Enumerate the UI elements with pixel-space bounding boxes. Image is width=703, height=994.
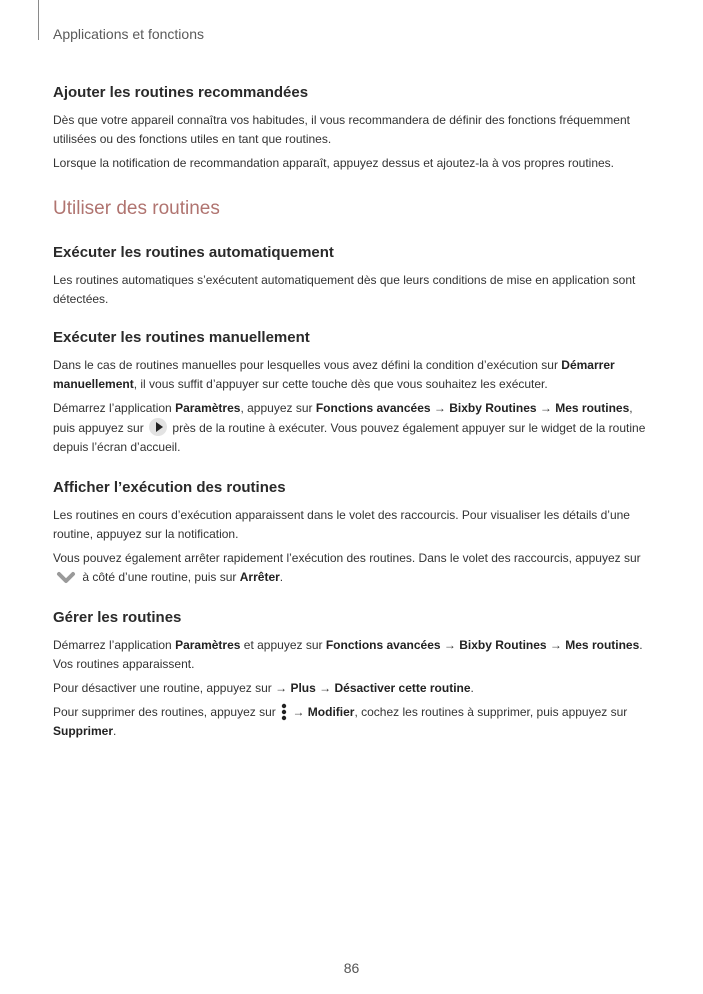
paragraph: Pour désactiver une routine, appuyez sur → Plus → Désactiver cette routine. xyxy=(53,681,474,695)
page-content xyxy=(53,84,653,741)
paragraph: Les routines automatiques s’exécutent automatiquement dès que leurs conditions de mise en application sont détectées. xyxy=(53,273,636,306)
more-options-icon xyxy=(280,703,288,721)
heading-manual-routines: Exécuter les routines manuellement xyxy=(53,329,310,346)
heading-manage-routines: Gérer les routines xyxy=(53,609,182,626)
paragraph: Dès que votre appareil connaîtra vos habitudes, il vous recommandera de définir des fonctions fréquemment utilisées ou des fonctions utiles en tant que routines. xyxy=(53,113,630,146)
paragraph: Vos routines apparaissent. xyxy=(53,657,195,671)
paragraph: Démarrez l’application Paramètres, appuyez sur Fonctions avancées → Bixby Routines → Mes routines, puis appuyez sur près de la routine à exécuter. Vous pouvez également appuyer sur le widget de la routine depuis l’écran d’accueil. xyxy=(53,401,646,454)
heading-recommended-routines: Ajouter les routines recommandées xyxy=(53,84,309,101)
paragraph: Lorsque la notification de recommandation apparaît, appuyez dessus et ajoutez-la à vos propres routines. xyxy=(53,156,614,170)
heading-auto-routines: Exécuter les routines automatiquement xyxy=(53,244,334,261)
paragraph: Démarrez l’application Paramètres et appuyez sur Fonctions avancées → Bixby Routines → Mes routines. xyxy=(53,638,643,652)
paragraph: Dans le cas de routines manuelles pour lesquelles vous avez défini la condition d’exécution sur Démarrer manuellement, il vous suffit d’appuyer sur cette touche dès que vous souhaitez les exécuter. xyxy=(53,358,615,391)
heading-view-routines: Afficher l’exécution des routines xyxy=(53,479,286,496)
paragraph: Pour supprimer des routines, appuyez sur → Modifier, cochez les routines à supprimer, puis appuyez sur Supprimer. xyxy=(53,705,628,738)
paragraph: Vous pouvez également arrêter rapidement l’exécution des routines. Dans le volet des raccourcis, appuyez sur à côté d’une routine, puis sur Arrêter. xyxy=(53,551,641,584)
running-header: Applications et fonctions xyxy=(53,26,204,42)
chapter-title: Utiliser des routines xyxy=(53,198,220,219)
chevron-down-icon xyxy=(55,571,77,585)
page-number: 86 xyxy=(343,960,360,976)
paragraph: Les routines en cours d’exécution apparaissent dans le volet des raccourcis. Pour visualiser les détails d’une routine, appuyez sur la notification. xyxy=(53,508,630,541)
header-rule xyxy=(38,0,39,40)
play-icon xyxy=(149,418,167,436)
